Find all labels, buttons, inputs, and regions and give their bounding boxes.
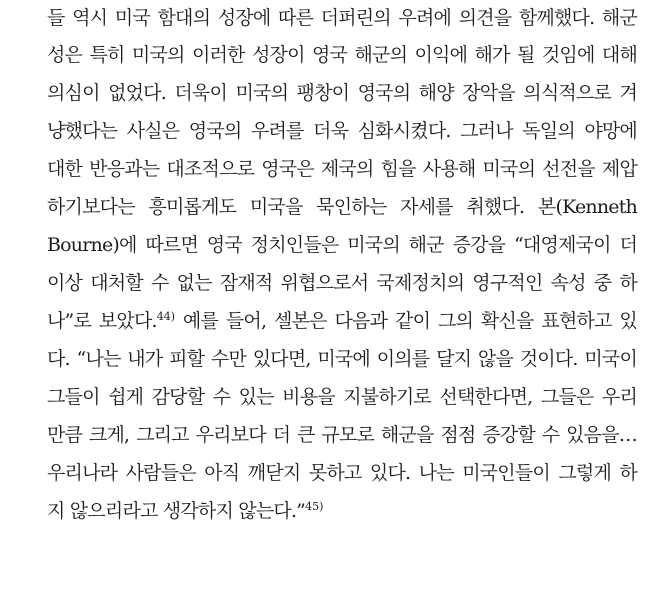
- footnote-ref-45: 45): [305, 500, 324, 513]
- line-text: 그들이 쉽게 감당할 수 있는 비용을 지불하기로 선택한다면, 그들은 우리: [47, 386, 637, 408]
- text-line-14: [47, 495, 637, 527]
- text-line-11: [47, 381, 637, 413]
- text-line-13: [47, 457, 637, 489]
- text-line-2: [47, 39, 637, 71]
- text-line-10: [47, 343, 637, 375]
- line-text: 만큼 크게, 그리고 우리보다 더 큰 규모로 해군을 점점 증강할 수 있음을…: [47, 424, 637, 446]
- line-text: 지 않으리라고 생각하지 않는다.”: [47, 500, 306, 522]
- line-text: 의심이 없었다. 더욱이 미국의 팽창이 영국의 해양 장악을 의식적으로 겨: [47, 82, 637, 104]
- line-text: 우리나라 사람들은 아직 깨닫지 못하고 있다. 나는 미국인들이 그렇게 하: [47, 462, 637, 484]
- line-text: 들 역시 미국 함대의 성장에 따른 더퍼린의 우려에 의견을 함께했다. 해군: [47, 7, 637, 29]
- text-line-5: [47, 153, 637, 185]
- footnote-ref-44: 44): [156, 310, 176, 323]
- line-text: Bourne)에 따르면 영국 정치인들은 미국의 해군 증강을 “대영제국이 더: [47, 234, 637, 256]
- line-text: 이상 대처할 수 없는 잠재적 위협으로서 국제정치의 영구적인 속성 중 하: [47, 272, 637, 294]
- text-line-4: [47, 115, 637, 147]
- line-text: 예를 들어, 셀본은 다음과 같이 그의 확신을 표현하고 있: [175, 310, 637, 332]
- text-line-7: [47, 229, 637, 261]
- line-text: 성은 특히 미국의 이러한 성장이 영국 해군의 이익에 해가 될 것임에 대해: [47, 44, 637, 66]
- line-text: 하기보다는 흥미롭게도 미국을 묵인하는 자세를 취했다. 본(Kenneth: [47, 196, 637, 218]
- line-text: 다. “나는 내가 피할 수만 있다면, 미국에 이의를 달지 않을 것이다. 미국이: [47, 348, 637, 370]
- text-line-12: [47, 419, 637, 451]
- line-text: 냥했다는 사실은 영국의 우려를 더욱 심화시켰다. 그러나 독일의 야망에: [47, 120, 637, 142]
- line-text: 나”로 보았다.: [47, 310, 157, 332]
- text-line-6: [47, 191, 637, 223]
- text-line-8: [47, 267, 637, 299]
- line-text: 대한 반응과는 대조적으로 영국은 제국의 힘을 사용해 미국의 선전을 제압: [47, 158, 637, 180]
- text-line-3: [47, 77, 637, 109]
- text-line-9: [47, 305, 637, 337]
- text-line-1: [47, 2, 637, 34]
